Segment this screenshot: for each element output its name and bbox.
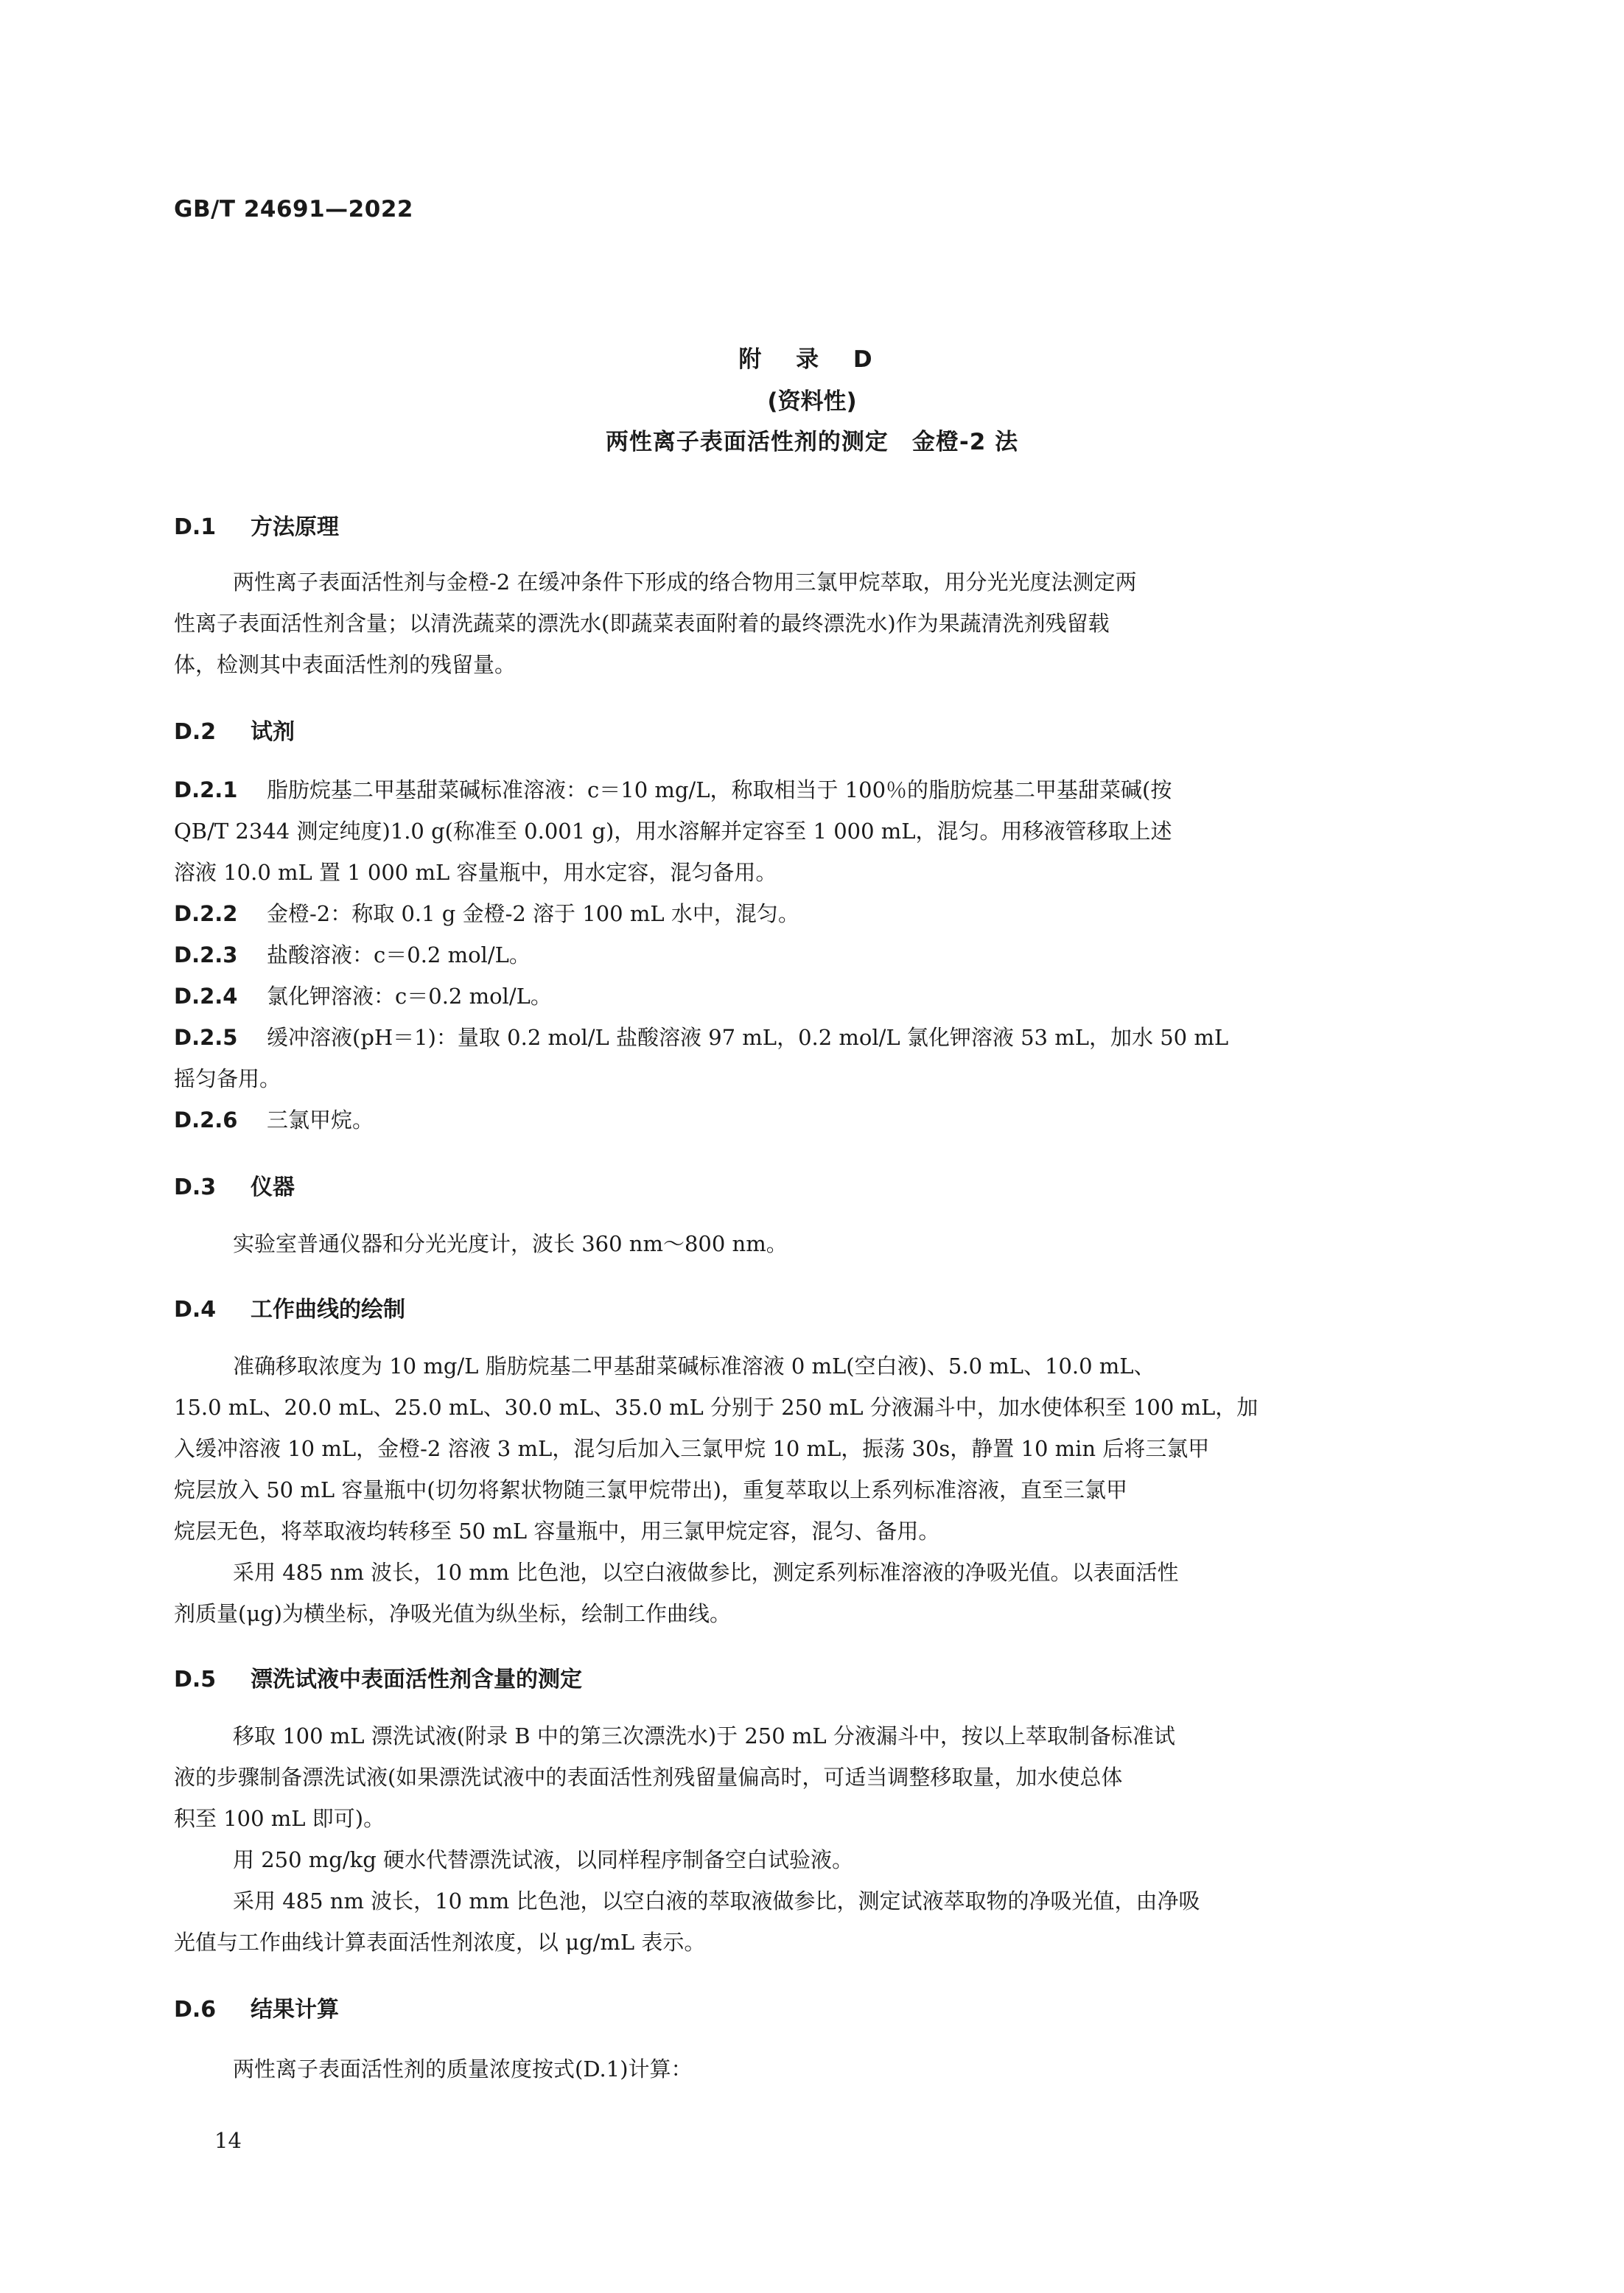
paragraph-line: 两性离子表面活性剂与金橙-2 在缓冲条件下形成的络合物用三氯甲烷萃取，用分光光度法测定两: [233, 570, 1137, 595]
paragraph-line: 用 250 mg/kg 硬水代替漂洗试液，以同样程序制备空白试验液。: [233, 1847, 853, 1872]
paragraph-line: 光值与工作曲线计算表面活性剂浓度，以 μg/mL 表示。: [174, 1930, 706, 1955]
paragraph-line: 入缓冲溶液 10 mL，金橙-2 溶液 3 mL，混匀后加入三氯甲烷 10 mL，振荡 30s，静置 10 min 后将三氯甲: [174, 1436, 1210, 1461]
paragraph-line: 摇匀备用。: [174, 1066, 281, 1091]
paragraph-line: 采用 485 nm 波长，10 mm 比色池，以空白液做参比，测定系列标准溶液的净吸光值。以表面活性: [233, 1560, 1179, 1585]
paragraph-line: 准确移取浓度为 10 mg/L 脂肪烷基二甲基甜菜碱标准溶液 0 mL(空白液)、5.0 mL、10.0 mL、: [233, 1354, 1155, 1379]
paragraph-line: 采用 485 nm 波长，10 mm 比色池，以空白液的萃取液做参比，测定试液萃取物的净吸光值，由净吸: [233, 1888, 1200, 1914]
paragraph-line: 烷层无色，将萃取液均转移至 50 mL 容量瓶中，用三氯甲烷定容，混匀、备用。: [174, 1519, 940, 1544]
clause-d2-3: D.2.3 盐酸溶液：c＝0.2 mol/L。: [174, 942, 531, 967]
clause-d2-4: D.2.4 氯化钾溶液：c＝0.2 mol/L。: [174, 984, 552, 1009]
paragraph-line: 烷层放入 50 mL 容量瓶中(切勿将絮状物随三氯甲烷带出)，重复萃取以上系列标准溶液，直至三氯甲: [174, 1477, 1127, 1502]
section-heading-d4: D.4 工作曲线的绘制: [174, 1297, 405, 1323]
section-heading-d1: D.1 方法原理: [174, 514, 339, 540]
paragraph-line: 两性离子表面活性剂的质量浓度按式(D.1)计算：: [233, 2056, 693, 2082]
section-heading-d5: D.5 漂洗试液中表面活性剂含量的测定: [174, 1667, 582, 1692]
paragraph-line: 15.0 mL、20.0 mL、25.0 mL、30.0 mL、35.0 mL 分别于 250 mL 分液漏斗中，加水使体积至 100 mL，加: [174, 1395, 1259, 1420]
paragraph-line: 积至 100 mL 即可)。: [174, 1806, 385, 1831]
section-heading-d3: D.3 仪器: [174, 1174, 295, 1200]
paragraph-line: 性离子表面活性剂含量；以清洗蔬菜的漂洗水(即蔬菜表面附着的最终漂洗水)作为果蔬清洗剂残留载: [174, 611, 1110, 636]
clause-d2-5: D.2.5 缓冲溶液(pH＝1)：量取 0.2 mol/L 盐酸溶液 97 mL，0.2 mol/L 氯化钾溶液 53 mL，加水 50 mL: [174, 1025, 1229, 1050]
paragraph-line: 实验室普通仪器和分光光度计，波长 360 nm～800 nm。: [233, 1231, 788, 1256]
standard-number: GB/T 24691—2022: [174, 196, 413, 223]
clause-d2-6: D.2.6 三氯甲烷。: [174, 1107, 374, 1133]
annex-label: 附 录 D: [738, 346, 886, 373]
paragraph-line: 溶液 10.0 mL 置 1 000 mL 容量瓶中，用水定容，混匀备用。: [174, 860, 777, 885]
paragraph-line: 移取 100 mL 漂洗试液(附录 B 中的第三次漂洗水)于 250 mL 分液漏斗中，按以上萃取制备标准试: [233, 1723, 1175, 1748]
paragraph-line: 剂质量(μg)为横坐标，净吸光值为纵坐标，绘制工作曲线。: [174, 1601, 732, 1626]
annex-type: (资料性): [767, 388, 857, 415]
paragraph-line: QB/T 2344 测定纯度)1.0 g(称准至 0.001 g)，用水溶解并定容至 1 000 mL，混匀。用移液管移取上述: [174, 819, 1172, 844]
paragraph-line: 体，检测其中表面活性剂的残留量。: [174, 652, 517, 677]
section-heading-d2: D.2 试剂: [174, 719, 295, 745]
paragraph-line: 液的步骤制备漂洗试液(如果漂洗试液中的表面活性剂残留量偏高时，可适当调整移取量，加水使总体: [174, 1765, 1123, 1790]
clause-d2-2: D.2.2 金橙-2：称取 0.1 g 金橙-2 溶于 100 mL 水中，混匀。: [174, 901, 799, 926]
clause-d2-1: D.2.1 脂肪烷基二甲基甜菜碱标准溶液：c＝10 mg/L，称取相当于 100％的脂肪烷基二甲基甜菜碱(按: [174, 777, 1172, 802]
page-number: 14: [214, 2128, 242, 2153]
annex-title: 两性离子表面活性剂的测定 金橙-2 法: [605, 429, 1019, 455]
section-heading-d6: D.6 结果计算: [174, 1997, 339, 2023]
